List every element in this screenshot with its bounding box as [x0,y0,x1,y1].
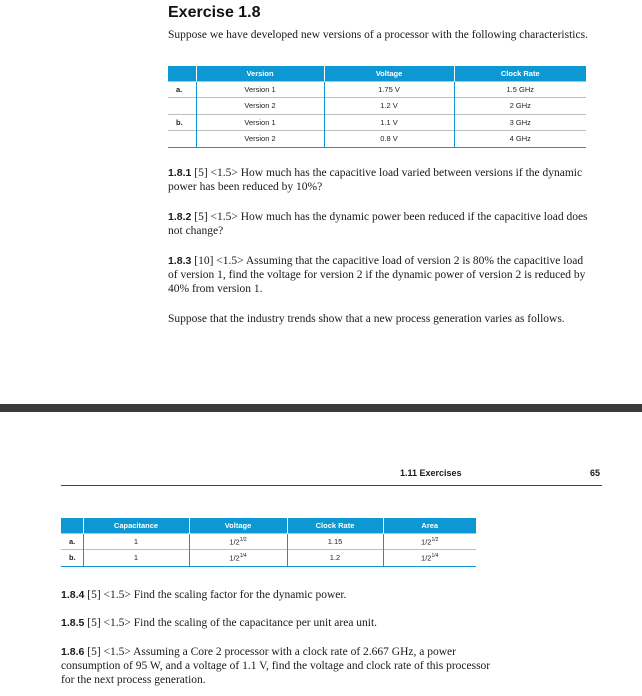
table-cell: 0.8 V [324,131,454,148]
question-text: [5] <1.5> Find the scaling factor for the dynamic power. [84,589,347,601]
table-cell [168,131,196,148]
table-cell: 1.15 [287,533,383,550]
question-text: [5] <1.5> How much has the dynamic power been reduced if the capacitive load does not change? [168,211,588,237]
table-cell: 1.1 V [324,114,454,131]
processor-versions-table [168,66,586,148]
table-header-cell: Capacitance [83,518,189,533]
question-number: 1.8.3 [168,255,192,267]
exercise-heading: Exercise 1.8 [168,4,261,21]
question-text: [5] <1.5> Find the scaling of the capacitance per unit area unit. [84,617,378,629]
header-rule [61,485,602,486]
fraction-exponent: 1/4 [431,553,439,559]
question-number: 1.8.5 [61,617,85,629]
question-text: [5] <1.5> Assuming a Core 2 processor with a clock rate of 2.667 GHz, a power consumption of 95 W, and a voltage of 1.1 V, find the voltage and clock rate of this processor for the next process generation. [61,646,491,686]
running-head: 1.11 Exercises [400,468,462,478]
fraction-base: 1/2 [229,537,240,546]
closing-paragraph: Suppose that the industry trends show that a new process generation varies as follows. [168,313,565,325]
table-header-cell: Voltage [189,518,287,533]
table-cell: a. [61,533,83,550]
table-header-cell [168,66,196,81]
table-cell: a. [168,81,196,98]
table-row [168,98,586,115]
question-1-8-5 [61,616,491,630]
page-number: 65 [590,468,601,478]
table-header-cell: Clock Rate [287,518,383,533]
table-row [168,131,586,148]
table-cell [168,98,196,115]
table-cell: Version 1 [196,81,324,98]
table-cell [189,550,287,567]
question-1-8-2 [168,210,588,238]
question-number: 1.8.2 [168,211,192,223]
page-separator [0,404,642,412]
table-header-cell: Voltage [324,66,454,81]
question-text: [5] <1.5> How much has the capacitive load varied between versions if the dynamic power has been reduced by 10%? [168,167,583,193]
table-row [61,550,476,567]
fraction-base: 1/2 [229,553,240,563]
table-row [168,114,586,131]
question-1-8-3 [168,254,588,296]
fraction-base: 1/2 [421,553,432,563]
table-cell: Version 1 [196,114,324,131]
table-cell: 1.75 V [324,81,454,98]
table-cell: Version 2 [196,98,324,115]
table-cell: Version 2 [196,131,324,148]
fraction-exponent: 1/2 [431,536,439,543]
table-cell: 1.2 [287,550,383,567]
table-cell: 1 [83,533,189,550]
table-header-cell [61,518,83,533]
table-cell: 1.2 V [324,98,454,115]
table-header-cell: Version [196,66,324,81]
process-scaling-table [61,518,476,567]
table-cell [383,533,476,550]
intro-paragraph: Suppose we have developed new versions of a processor with the following characteristics. [168,29,588,41]
table-row [61,533,476,550]
question-1-8-4 [61,588,491,602]
question-text: [10] <1.5> Assuming that the capacitive load of version 2 is 80% the capacitive load of version 1, find the voltage for version 2 if the dynamic power of version 2 is reduced by 40% from version 1. [168,255,586,295]
table-cell: b. [168,114,196,131]
table-cell [189,533,287,550]
table-cell: 3 GHz [454,114,586,131]
question-number: 1.8.1 [168,167,192,179]
table-header-cell: Clock Rate [454,66,586,81]
fraction-exponent: 1/4 [239,553,247,559]
table-row [168,81,586,98]
table-cell: 1.5 GHz [454,81,586,98]
table-header-row [61,518,476,533]
question-number: 1.8.4 [61,589,85,601]
table-header-cell: Area [383,518,476,533]
table-cell: 2 GHz [454,98,586,115]
question-1-8-6 [61,645,491,687]
table-header-row [168,66,586,81]
question-number: 1.8.6 [61,646,85,658]
table-cell [383,550,476,567]
fraction-base: 1/2 [421,537,432,546]
fraction-exponent: 1/2 [239,536,247,543]
question-1-8-1 [168,166,588,194]
table-cell: 1 [83,550,189,567]
table-cell: 4 GHz [454,131,586,148]
table-cell: b. [61,550,83,567]
